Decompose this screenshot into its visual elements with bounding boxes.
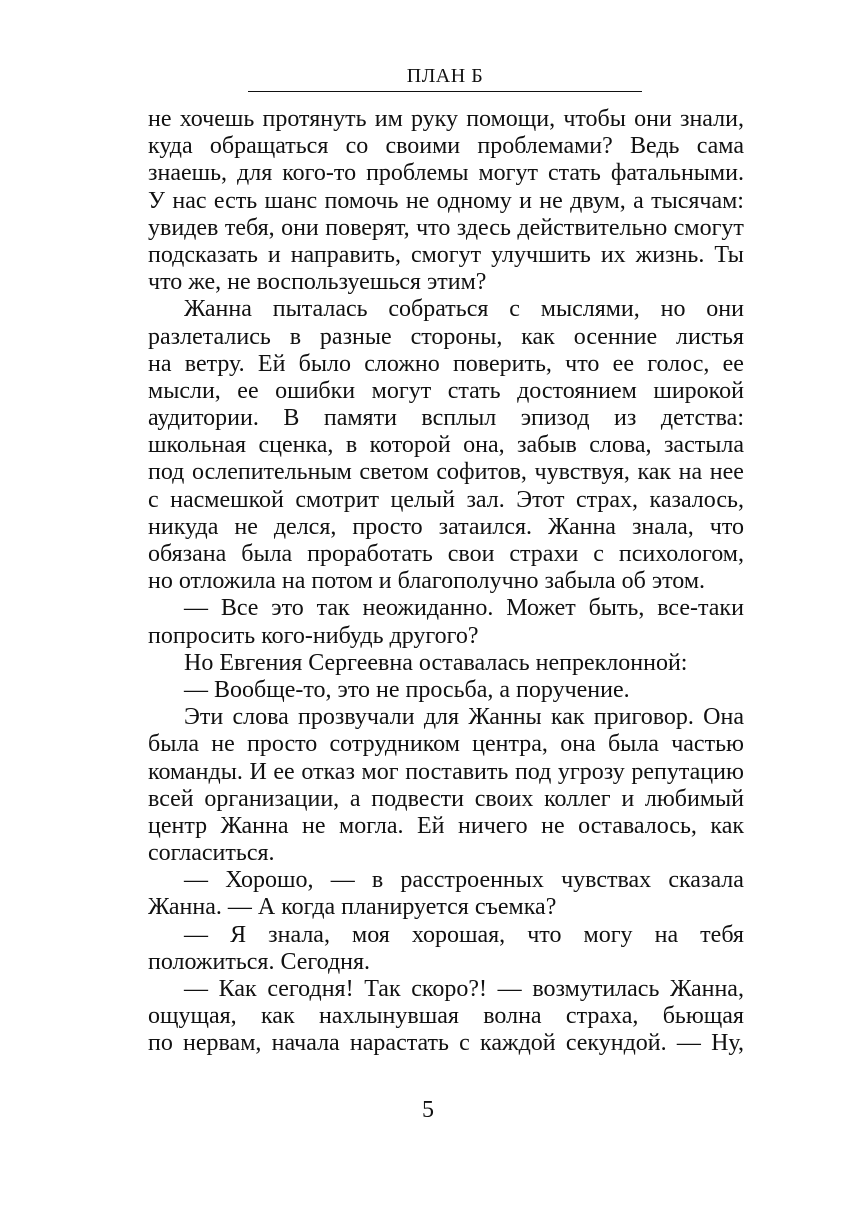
word: ощущая, xyxy=(148,1003,237,1030)
word: для xyxy=(237,160,273,187)
word: как xyxy=(637,459,672,486)
word: нарастать xyxy=(349,1030,449,1057)
word: и xyxy=(519,187,532,214)
word: как xyxy=(521,323,555,350)
word: под xyxy=(148,459,185,486)
word: насмешкой xyxy=(170,486,284,513)
word: достоянием xyxy=(517,377,637,404)
text-line xyxy=(148,188,744,215)
body-text xyxy=(148,106,744,1058)
word: с xyxy=(459,1030,470,1057)
word: не xyxy=(234,513,258,540)
word: организации, xyxy=(204,785,340,812)
text-line xyxy=(148,324,744,351)
word: страхи xyxy=(509,541,579,567)
word: никуда xyxy=(148,513,219,540)
word: ее xyxy=(612,350,634,377)
text-line xyxy=(148,759,744,786)
text-line xyxy=(148,922,744,949)
word: собраться xyxy=(388,296,489,323)
word: хочешь xyxy=(179,106,255,132)
word: но xyxy=(660,296,686,323)
word: как xyxy=(710,812,744,839)
word: из xyxy=(614,405,637,432)
text-line xyxy=(148,133,744,160)
word: ее xyxy=(273,758,295,785)
word: не xyxy=(541,812,565,839)
word: волна xyxy=(483,1003,542,1030)
word: могла. xyxy=(339,812,404,839)
text-line xyxy=(148,459,744,486)
word: тысячам: xyxy=(651,187,744,214)
word: слова xyxy=(232,704,289,731)
word: И xyxy=(249,758,267,785)
word: она xyxy=(560,731,596,758)
word: Хорошо, xyxy=(225,867,314,894)
word: всплыл xyxy=(421,405,497,432)
word: мыслями, xyxy=(540,296,640,323)
word: делся, xyxy=(273,513,337,540)
word: У xyxy=(148,187,165,214)
word: все-таки xyxy=(657,595,744,622)
word: стороны, xyxy=(410,323,503,350)
word: голос, xyxy=(647,350,710,377)
word: слова, xyxy=(589,432,652,459)
word: неожиданно. xyxy=(362,595,494,622)
word: стать xyxy=(547,160,601,187)
word: Может xyxy=(506,595,576,622)
word: угрозу xyxy=(557,758,625,785)
word: просто xyxy=(247,731,318,758)
word: как xyxy=(261,1003,295,1030)
word: Жанна xyxy=(184,296,252,323)
word: сама xyxy=(696,133,744,160)
word: забыв xyxy=(517,432,577,459)
word: Она xyxy=(703,704,744,731)
word: им xyxy=(374,106,403,132)
word: расстроенных xyxy=(400,867,544,894)
word: прозвучали xyxy=(297,704,415,731)
text-line xyxy=(148,432,744,459)
word: Все xyxy=(220,595,259,622)
word: частью xyxy=(671,731,744,758)
word: — xyxy=(330,867,355,894)
word: для xyxy=(423,704,460,731)
word: куда xyxy=(148,133,193,160)
running-header: ПЛАН Б xyxy=(406,65,484,87)
text-line: но отложила на потом и благополучно забыла об этом. xyxy=(148,568,706,595)
word: репутацию xyxy=(631,758,744,785)
word: отказ xyxy=(301,758,355,785)
text-line xyxy=(148,351,744,378)
word: Жанна xyxy=(220,812,289,839)
word: с xyxy=(148,486,159,513)
word: хорошая, xyxy=(411,921,506,948)
word: ее xyxy=(237,377,259,404)
text-line xyxy=(148,160,744,187)
word: чувствах xyxy=(561,867,652,894)
word: софитов, xyxy=(436,459,527,486)
text-line xyxy=(148,867,744,894)
text-line xyxy=(148,242,744,269)
word: двум, xyxy=(570,187,626,214)
word: — xyxy=(184,921,208,948)
word: скоро?! xyxy=(411,976,488,1002)
word: чувствуя, xyxy=(534,459,630,486)
text-line xyxy=(148,976,744,1003)
word: была xyxy=(148,731,199,758)
word: стать xyxy=(447,377,501,404)
word: тебя, xyxy=(224,214,275,241)
word: застыла xyxy=(663,432,744,459)
word: своих xyxy=(474,785,534,812)
text-line: — Вообще-то, это не просьба, а поручение. xyxy=(184,676,630,703)
word: знали, xyxy=(679,106,744,132)
word: всей xyxy=(148,785,194,812)
word: ошибки xyxy=(275,377,356,404)
page-number: 5 xyxy=(422,1097,434,1123)
word: что xyxy=(565,350,600,377)
word: действительно xyxy=(517,214,668,241)
word: есть xyxy=(213,187,258,214)
text-line xyxy=(148,541,744,568)
word: со xyxy=(345,133,369,160)
word: — xyxy=(184,595,208,622)
word: затаился. xyxy=(438,513,533,540)
word: листья xyxy=(675,323,744,350)
word: улучшить xyxy=(491,241,591,268)
word: Жанна xyxy=(548,513,616,540)
word: осенние xyxy=(573,323,658,350)
word: Ты xyxy=(714,241,744,268)
word: с xyxy=(593,541,604,567)
word: центра, xyxy=(472,731,548,758)
word: направить, xyxy=(290,241,401,268)
word: на xyxy=(678,459,703,486)
text-line xyxy=(148,514,744,541)
word: руку xyxy=(410,106,458,132)
word: коллег xyxy=(544,785,611,812)
word: не xyxy=(302,812,326,839)
word: а xyxy=(633,187,644,214)
word: Этот xyxy=(516,486,565,513)
word: разлетались xyxy=(148,323,271,350)
word: Жанна, xyxy=(670,976,744,1002)
word: знаешь, xyxy=(148,160,228,187)
word: аудитории. xyxy=(148,405,259,432)
word: начала xyxy=(271,1030,340,1057)
word: Жанны xyxy=(468,704,542,731)
text-line xyxy=(148,106,744,133)
word: смогут xyxy=(673,214,744,241)
word: детства: xyxy=(660,405,744,432)
word: не xyxy=(211,731,235,758)
word: ее xyxy=(722,350,744,377)
word: в xyxy=(289,323,302,350)
word: что xyxy=(709,513,744,540)
text-line: попросить кого-нибудь другого? xyxy=(148,622,479,649)
word: приговор. xyxy=(593,704,694,731)
word: знала, xyxy=(268,921,330,948)
word: поверить, xyxy=(452,350,552,377)
text-line xyxy=(148,215,744,242)
word: чтобы xyxy=(563,106,626,132)
word: сотрудником xyxy=(329,731,460,758)
word: эпизод xyxy=(520,405,590,432)
word: страх, xyxy=(575,486,639,513)
word: была xyxy=(241,541,293,567)
word: одному xyxy=(436,187,512,214)
word: в xyxy=(345,432,358,459)
word: на xyxy=(654,921,679,948)
word: могут xyxy=(371,377,432,404)
text-line xyxy=(148,595,744,622)
word: протянуть xyxy=(262,106,367,132)
word: они xyxy=(281,214,319,241)
word: сегодня! xyxy=(267,976,354,1002)
word: Ей xyxy=(416,812,445,839)
word: помощи, xyxy=(466,106,556,132)
word: — xyxy=(184,976,208,1002)
word: — xyxy=(497,976,522,1002)
word: могу xyxy=(583,921,633,948)
word: знала, xyxy=(631,513,694,540)
word: команды. xyxy=(148,758,243,785)
word: Ну, xyxy=(711,1030,744,1057)
word: нее xyxy=(709,459,744,486)
word: и xyxy=(267,241,281,268)
word: поставить xyxy=(405,758,509,785)
word: ничего xyxy=(458,812,528,839)
word: поверят, xyxy=(325,214,410,241)
word: Эти xyxy=(184,704,224,731)
word: Я xyxy=(230,921,247,948)
word: так xyxy=(316,595,350,622)
word: нервам, xyxy=(183,1030,262,1057)
word: памяти xyxy=(323,405,397,432)
word: каждой xyxy=(480,1030,556,1057)
word: оставалось, xyxy=(578,812,697,839)
word: обязана xyxy=(148,541,227,567)
word: шанс xyxy=(264,187,318,214)
word: в xyxy=(371,867,384,894)
word: целый xyxy=(390,486,455,513)
word: ветру. xyxy=(184,350,245,377)
word: фатальными. xyxy=(610,160,744,187)
word: Ей xyxy=(257,350,286,377)
text-line: что же, не воспользуешься этим? xyxy=(148,269,487,296)
word: с xyxy=(509,296,520,323)
word: ослепительным xyxy=(191,459,352,486)
word: подсказать xyxy=(148,241,258,268)
word: подвести xyxy=(371,785,465,812)
word: секундой. xyxy=(565,1030,667,1057)
text-line xyxy=(148,1030,744,1057)
word: как xyxy=(550,704,585,731)
word: свои xyxy=(447,541,495,567)
word: нас xyxy=(172,187,207,214)
word: обращаться xyxy=(209,133,329,160)
header-rule xyxy=(248,91,642,92)
word: было xyxy=(298,350,351,377)
word: что xyxy=(416,214,451,241)
word: Так xyxy=(364,976,401,1002)
text-line xyxy=(148,704,744,731)
word: просто xyxy=(352,513,423,540)
word: центр xyxy=(148,812,208,839)
word: Как xyxy=(218,976,257,1002)
text-line xyxy=(148,487,744,514)
word: они xyxy=(706,296,744,323)
word: проблемами? xyxy=(477,133,613,160)
word: светом xyxy=(359,459,429,486)
word: быть, xyxy=(588,595,645,622)
word: широкой xyxy=(653,377,744,404)
word: казалось, xyxy=(649,486,744,513)
word: бьющая xyxy=(662,1003,744,1030)
word: это xyxy=(271,595,304,622)
word: Ведь xyxy=(630,133,680,160)
word: их xyxy=(600,241,626,268)
text-line xyxy=(148,731,744,758)
word: сказала xyxy=(668,867,744,894)
word: она, xyxy=(463,432,505,459)
word: под xyxy=(514,758,552,785)
word: не xyxy=(148,106,172,132)
word: мысли, xyxy=(148,377,221,404)
text-line: Жанна. — А когда планируется съемка? xyxy=(148,894,557,921)
word: увидев xyxy=(148,214,219,241)
word: моя xyxy=(352,921,390,948)
text-line xyxy=(148,405,744,432)
word: школьная xyxy=(148,432,247,459)
word: разные xyxy=(319,323,392,350)
word: возмутилась xyxy=(532,976,660,1002)
word: могут xyxy=(478,160,538,187)
text-line: Но Евгения Сергеевна оставалась непреклонной: xyxy=(184,649,688,676)
word: мог xyxy=(361,758,399,785)
word: В xyxy=(283,405,300,432)
word: не xyxy=(539,187,563,214)
word: тебя xyxy=(700,921,744,948)
word: которой xyxy=(369,432,451,459)
text-line: согласиться. xyxy=(148,840,275,867)
word: сложно xyxy=(364,350,440,377)
word: они xyxy=(634,106,672,132)
text-line xyxy=(148,813,744,840)
word: помочь xyxy=(324,187,399,214)
word: своими xyxy=(385,133,461,160)
word: на xyxy=(148,350,172,377)
word: жизнь. xyxy=(635,241,705,268)
word: что xyxy=(527,921,562,948)
word: — xyxy=(676,1030,701,1057)
word: смотрит xyxy=(295,486,380,513)
text-line xyxy=(148,1003,744,1030)
word: здесь xyxy=(456,214,511,241)
word: не xyxy=(405,187,430,214)
word: кого-то xyxy=(282,160,357,187)
word: и xyxy=(621,785,635,812)
word: по xyxy=(148,1030,173,1057)
text-line xyxy=(148,378,744,405)
word: зал. xyxy=(466,486,505,513)
word: была xyxy=(607,731,659,758)
word: нахлынувшая xyxy=(318,1003,459,1030)
word: психологом, xyxy=(618,541,744,567)
word: а xyxy=(349,785,361,812)
word: сценка, xyxy=(258,432,334,459)
text-line: положиться. Сегодня. xyxy=(148,948,371,975)
word: проработать xyxy=(307,541,433,567)
text-line xyxy=(148,296,744,323)
word: пыталась xyxy=(272,296,368,323)
word: — xyxy=(184,867,208,894)
word: проблемы xyxy=(366,160,469,187)
text-line xyxy=(148,786,744,813)
word: страха, xyxy=(565,1003,639,1030)
word: смогут xyxy=(410,241,482,268)
word: любимый xyxy=(644,785,744,812)
